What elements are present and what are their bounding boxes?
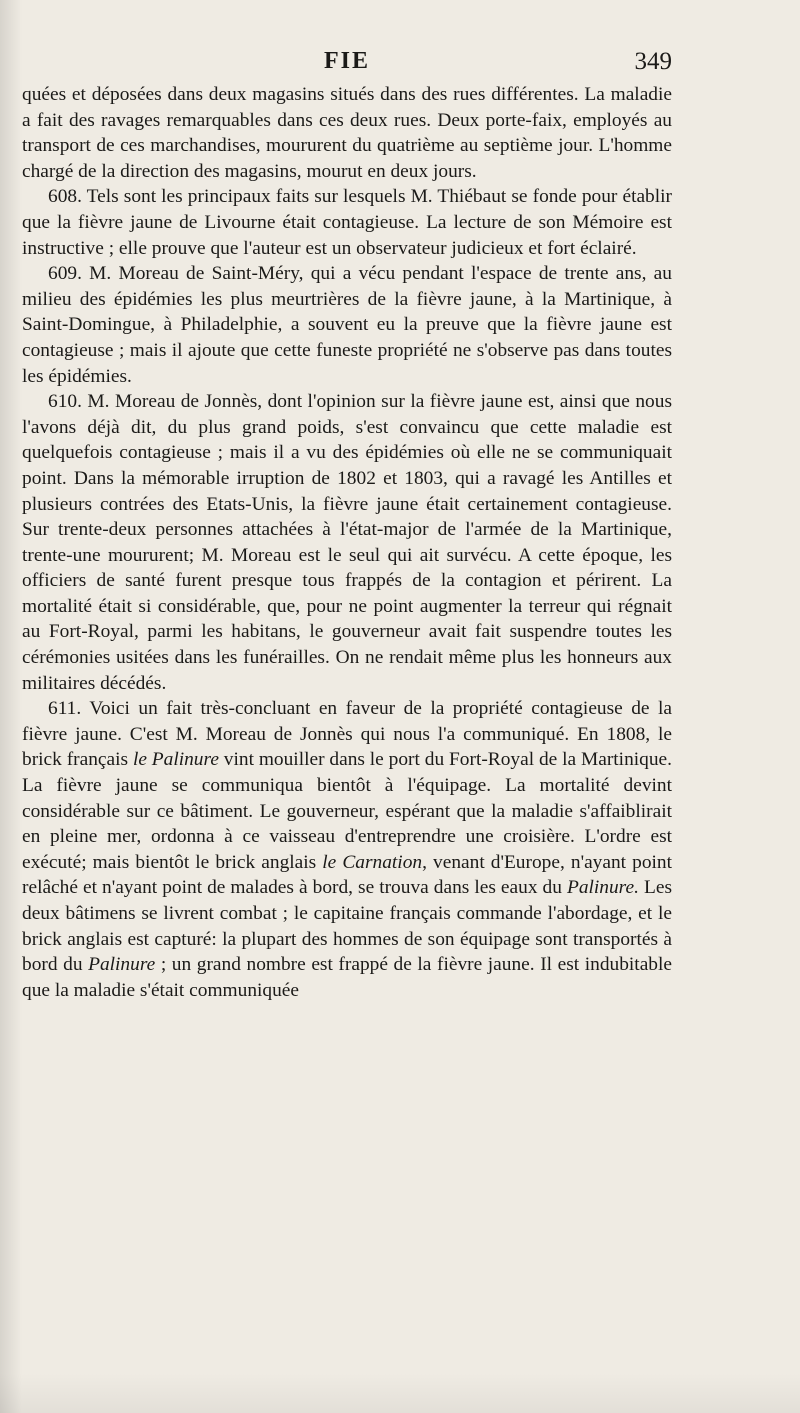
text-segment: quées et déposées dans deux magasins situés dans des rues différentes. La maladie a fait des ravages remarquables dans ces deux rues. Deux porte-faix, employés au transport de ces marchandises, moururent du quatrième au septième jour. L'homme chargé de la direction des magasins, mourut en deux jours. xyxy=(22,84,672,182)
text-segment: 609. M. Moreau de Saint-Méry, qui a vécu pendant l'espace de trente ans, au milieu des épidémies les plus meurtrières de la fièvre jaune, à la Martinique, à Saint-Domingue, à Philadelphie, a souvent eu la preuve que la fièvre jaune est contagieuse ; mais il ajoute que cette funeste propriété ne s'observe pas dans toutes les épidémies. xyxy=(22,263,672,387)
italic-ship-name: Palinure. xyxy=(566,877,639,899)
page-header xyxy=(22,48,672,80)
paragraph-608 xyxy=(22,184,672,261)
text-segment: , venant d'Europe, n'ayant point relâché et n'ayant point de malades à bord, se trouva dans les eaux du xyxy=(22,851,672,899)
paragraph-611 xyxy=(22,696,672,1003)
text-segment: 608. Tels sont les principaux faits sur lesquels M. Thiébaut se fonde pour établir que la fièvre jaune de Livourne était contagieuse. La lecture de son Mémoire est instructive ; elle prouve que l'auteur est un observateur judicieux et fort éclairé. xyxy=(22,186,672,259)
paragraph-610 xyxy=(22,389,672,696)
body-text xyxy=(22,82,672,1003)
text-segment: 610. M. Moreau de Jonnès, dont l'opinion sur la fièvre jaune est, ainsi que nous l'avons déjà dit, du plus grand poids, s'est convaincu que cette maladie est quelquefois contagieuse ; mais il a vu des épidémies où elle ne se communiquait point. Dans la mémorable irruption de 1802 et 1803, qui a ravagé les Antilles et plusieurs contrées des Etats-Unis, la fièvre jaune était certainement contagieuse. Sur trente-deux personnes attachées à l'état-major de l'armée de la Martinique, trente-une moururent; M. Moreau est le seul qui ait survécu. A cette époque, les officiers de santé furent presque tous frappés de la contagion et périrent. La mortalité était si considérable, que, pour ne point augmenter la terreur qui régnait au Fort-Royal, parmi les habitans, le gouverneur avait fait suspendre toutes les cérémonies usitées dans les funérailles. On ne rendait même plus les honneurs aux militaires décédés. xyxy=(22,391,672,694)
running-head: FIE xyxy=(323,48,370,74)
text-segment: vint mouiller dans le port du Fort-Royal de la Martinique. La fièvre jaune se communiqua bientôt à l'équipage. La mortalité devint considérable sur ce bâtiment. Le gouverneur, espérant que la maladie s'affaiblirait en pleine mer, ordonna à ce vaisseau d'entreprendre une croisière. L'ordre est exécuté; mais bientôt le brick anglais xyxy=(22,749,672,873)
text-segment: Les deux bâtimens se livrent combat ; le capitaine français commande l'abordage, et le brick anglais est capturé: la plupart des hommes de son équipage sont transportés à bord du xyxy=(22,877,672,976)
italic-ship-name: le Carnation xyxy=(322,851,423,873)
text-segment: ; un grand nombre est frappé de la fièvre jaune. Il est indubitable que la maladie s'était communiquée xyxy=(22,954,672,1001)
text-segment: 611. Voici un fait très-concluant en faveur de la propriété contagieuse de la fièvre jaune. C'est M. Moreau de Jonnès qui nous l'a communiqué. En 1808, le brick français xyxy=(22,698,672,771)
paragraph-continuation xyxy=(22,82,672,184)
paragraph-609 xyxy=(22,261,672,389)
page-number: 349 xyxy=(634,48,672,75)
italic-ship-name: le Palinure xyxy=(132,749,219,771)
italic-ship-name: Palinure xyxy=(88,954,156,976)
